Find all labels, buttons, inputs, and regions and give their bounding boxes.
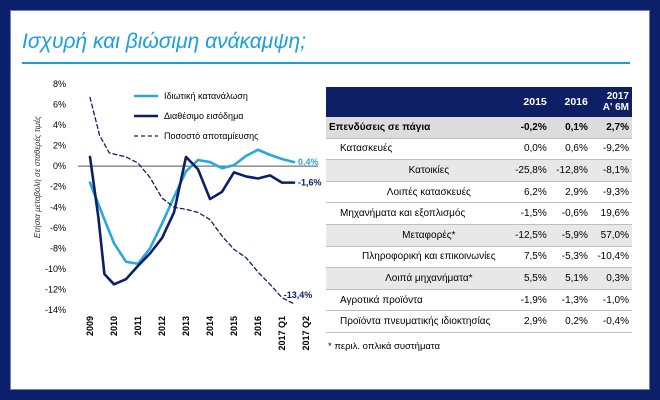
y-tick-label: -8% — [49, 243, 66, 254]
table-row — [326, 160, 632, 182]
end-value-label: -1,6% — [298, 177, 322, 188]
table-row — [326, 289, 632, 311]
y-tick-label: 8% — [52, 79, 66, 89]
row-value: -1,9% — [509, 289, 550, 311]
row-value: 0,6% — [550, 138, 591, 160]
row-value: 0,1% — [550, 117, 591, 138]
y-axis-label: Ετήσια μεταβολή σε σταθερές τιμές — [33, 115, 42, 239]
row-value: -12,5% — [509, 224, 550, 246]
row-value: 5,1% — [550, 268, 591, 290]
table-row — [326, 117, 632, 138]
x-tick-label: 2014 — [205, 316, 215, 337]
table-header-empty — [326, 87, 509, 117]
row-label: Κατοικίες — [326, 160, 509, 182]
row-label: Μηχανήματα και εξοπλισμός — [326, 203, 509, 225]
row-value: -5,9% — [550, 224, 591, 246]
row-value: -0,6% — [550, 203, 591, 225]
row-value: 6,2% — [509, 181, 550, 203]
x-tick-label: 2011 — [133, 316, 143, 336]
row-label: Λοιπές κατασκευές — [326, 181, 509, 203]
end-value-label: 0,4% — [298, 157, 319, 168]
x-tick-label: 2010 — [109, 316, 119, 337]
row-value: 5,5% — [509, 268, 550, 290]
row-value: -5,3% — [550, 246, 591, 268]
slide-title: Ισχυρή και βιώσιμη ανάκαμψη; — [22, 30, 307, 53]
row-value: -9,3% — [591, 181, 632, 203]
series-line-1 — [90, 150, 294, 264]
row-label: Επενδύσεις σε πάγια — [326, 117, 509, 138]
row-label: Λοιπά μηχανήματα* — [326, 268, 509, 290]
row-value: 7,5% — [509, 246, 550, 268]
x-tick-label: 2009 — [85, 316, 95, 337]
legend-label: Διαθέσιμο εισόδημα — [164, 111, 244, 121]
row-value: -0,2% — [509, 117, 550, 138]
row-value: 0,0% — [509, 138, 550, 160]
row-value: -9,2% — [591, 138, 632, 160]
table-header-2016: 2016 — [550, 87, 591, 117]
table-header-row — [326, 87, 632, 117]
table-row — [326, 246, 632, 268]
y-tick-label: -10% — [44, 263, 66, 274]
row-label: Αγροτικά προϊόντα — [326, 289, 509, 311]
row-value: -25,8% — [509, 160, 550, 182]
legend-label: Ποσοστό αποταμίευσης — [164, 131, 259, 141]
investment-table — [326, 87, 632, 333]
row-value: -0,4% — [591, 311, 632, 333]
table-header-2015: 2015 — [509, 87, 550, 117]
table-row — [326, 224, 632, 246]
table-row — [326, 311, 632, 333]
x-tick-label: 2016 — [253, 316, 263, 337]
table-row — [326, 181, 632, 203]
series-line-2 — [90, 157, 294, 284]
table-header-2017-line: 2017 — [606, 91, 629, 102]
row-label: Προϊόντα πνευματικής ιδιοκτησίας — [326, 311, 509, 333]
table-row — [326, 203, 632, 225]
y-tick-label: -12% — [44, 284, 66, 295]
y-tick-label: 4% — [52, 120, 66, 131]
y-tick-label: 0% — [52, 161, 66, 172]
x-tick-label: 2017 Q2 — [301, 316, 311, 351]
row-value: 0,2% — [550, 311, 591, 333]
table-header-2017 — [591, 87, 632, 117]
row-value: 19,6% — [591, 203, 632, 225]
row-label: Κατασκευές — [326, 138, 509, 160]
row-label: Μεταφορές* — [326, 224, 509, 246]
table-header-2017-line: Α' 6Μ — [602, 102, 629, 113]
y-tick-label: -2% — [49, 181, 66, 192]
row-value: -1,3% — [550, 289, 591, 311]
y-tick-label: 6% — [52, 99, 66, 110]
end-value-label: -13,4% — [283, 289, 313, 300]
row-value: -1,5% — [509, 203, 550, 225]
row-value: -8,1% — [591, 160, 632, 182]
row-value: 2,7% — [591, 117, 632, 138]
row-value: 0,3% — [591, 268, 632, 290]
y-tick-label: -6% — [49, 222, 66, 233]
series-line-3 — [90, 97, 294, 303]
x-tick-label: 2012 — [157, 316, 167, 337]
row-value: 2,9% — [509, 311, 550, 333]
table-row — [326, 268, 632, 290]
y-tick-label: -14% — [44, 305, 66, 315]
row-value: -10,4% — [591, 246, 632, 268]
table-row — [326, 138, 632, 160]
y-tick-label: 2% — [52, 140, 66, 151]
row-value: -12,8% — [550, 160, 591, 182]
x-tick-label: 2015 — [229, 316, 239, 337]
x-tick-label: 2017 Q1 — [277, 316, 287, 351]
x-tick-label: 2013 — [181, 316, 191, 337]
row-value: -1,0% — [591, 289, 632, 311]
legend-label: Ιδιωτική κατανάλωση — [164, 91, 248, 101]
row-label: Πληροφορική και επικοινωνίες — [326, 246, 509, 268]
row-value: 2,9% — [550, 181, 591, 203]
y-tick-label: -4% — [49, 202, 66, 213]
table-footnote: * περιλ. οπλικά συστήματα — [328, 341, 441, 352]
row-value: 57,0% — [591, 224, 632, 246]
